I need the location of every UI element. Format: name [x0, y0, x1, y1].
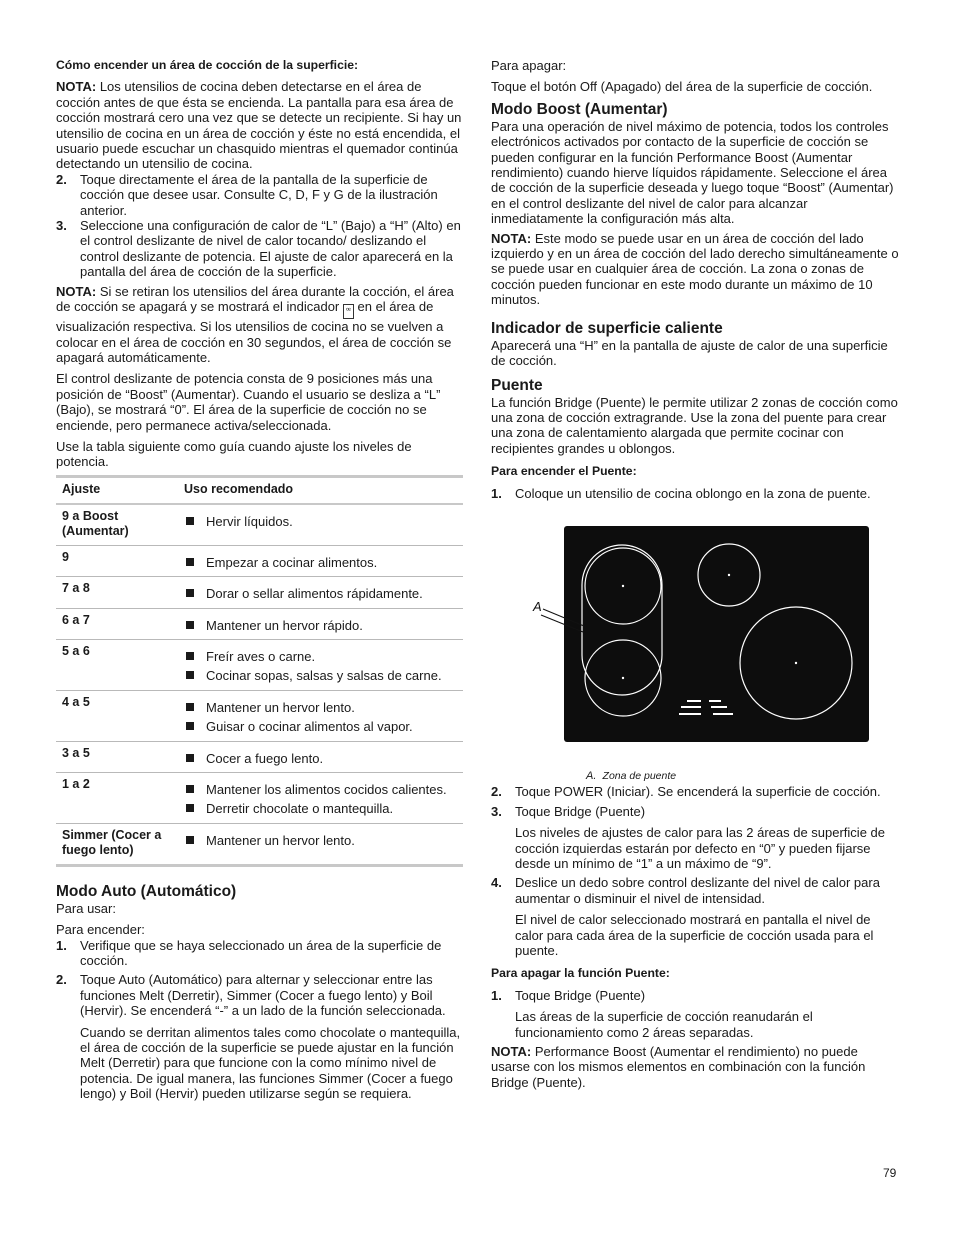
table-cell-uses: [178, 741, 463, 772]
list-item: 1. Toque Bridge (Puente) Las áreas de la superficie de cocción reanudarán el funcionamiento como 2 áreas separadas.: [491, 988, 899, 1040]
list-item: 2. Toque directamente el área de la pantalla de la superficie de cocción que desee usar. Consulte C, D, F y G de la ilustración anterior.: [56, 171, 438, 218]
heading-puente: Puente: [491, 376, 543, 394]
table-cell-uses: [178, 608, 463, 639]
heading-modo-boost: Modo Boost (Aumentar): [491, 100, 668, 118]
table-row: [56, 690, 463, 741]
table-row: [56, 608, 463, 639]
col-header-uso: Uso recomendado: [178, 476, 463, 504]
heat-settings-table: [56, 475, 463, 867]
steps-apagar-puente: [491, 988, 899, 1040]
table-row: [56, 741, 463, 772]
list-item: Guisar o cocinar alimentos al vapor.: [184, 719, 457, 734]
right-column: [491, 58, 899, 1090]
table-cell-uses: [178, 639, 463, 690]
table-row: [56, 823, 463, 865]
heading-hot-surface: Indicador de superficie caliente: [491, 319, 723, 337]
para-table-intro: Use la tabla siguiente como guía cuando ajuste los niveles de potencia.: [56, 438, 412, 470]
square-bullet-icon: [186, 652, 194, 660]
list-item: Mantener los alimentos cocidos calientes.: [184, 782, 457, 797]
step-detail: El nivel de calor seleccionado mostrará en pantalla el nivel de calor para cada área de la superficie de cocción usada para el puente.: [515, 912, 874, 958]
table-cell-setting: Simmer (Cocer a fuego lento): [56, 823, 178, 865]
steps-puente: [491, 784, 899, 958]
cooktop-illustration: [491, 525, 899, 761]
square-bullet-icon: [186, 589, 194, 597]
figure-caption: A. Zona de puente: [586, 769, 677, 782]
table-cell-uses: [178, 823, 463, 865]
list-item: 3. Toque Bridge (Puente) Los niveles de ajustes de calor para las 2 áreas de superficie de cocción izquierdas estarán por defecto en “0” y pueden fijarse desde un mínimo de “1” a un máximo de “9”.: [491, 804, 899, 872]
list-item: 1. Verifique que se haya seleccionado un área de la superficie de cocción.: [56, 937, 442, 969]
heading-encender-area: Cómo encender un área de cocción de la superficie:: [56, 58, 359, 72]
square-bullet-icon: [186, 558, 194, 566]
list-item: 3. Seleccione una configuración de calor de “L” (Bajo) a “H” (Alto) en el control deslizante de nivel de calor tocando/ deslizando el control deslizante de potencia. El ajuste de calor aparecerá en la pantalla del área de cocción de la superficie.: [56, 218, 461, 280]
list-item: Freír aves o carne.: [184, 649, 457, 664]
page-number: 79: [883, 1166, 897, 1180]
heading-modo-auto: Modo Auto (Automático): [56, 882, 237, 900]
table-header-row: [56, 476, 463, 504]
table-cell-setting: 6 a 7: [56, 608, 178, 639]
square-bullet-icon: [186, 621, 194, 629]
table-cell-setting: 7 a 8: [56, 577, 178, 608]
table-cell-setting: 4 a 5: [56, 690, 178, 741]
steps-auto: [56, 938, 463, 1102]
table-row: [56, 773, 463, 824]
table-cell-setting: 5 a 6: [56, 639, 178, 690]
table-cell-uses: [178, 773, 463, 824]
table-cell-uses: [178, 545, 463, 576]
steps-puente-1: [491, 486, 899, 501]
list-item: 1. Coloque un utensilio de cocina oblongo en la zona de puente.: [491, 485, 871, 501]
table-cell-setting: 1 a 2: [56, 773, 178, 824]
para-usar: Para usar:: [56, 900, 116, 916]
para-hot-surface: Aparecerá una “H” en la pantalla de ajuste de calor de una superficie de cocción.: [491, 337, 888, 369]
step-detail: Las áreas de la superficie de cocción reanudarán el funcionamiento como 2 áreas separadas.: [515, 1009, 813, 1040]
note-final: NOTA: Performance Boost (Aumentar el rendimiento) no puede usarse con los mismos elementos en combinación con la función Bridge (Puente).: [491, 1044, 866, 1090]
cooktop-diagram: [491, 525, 899, 761]
list-item: Mantener un hervor lento.: [184, 833, 457, 848]
table-cell-setting: 9 a Boost (Aumentar): [56, 504, 178, 546]
list-item: 2. Toque Auto (Automático) para alternar y seleccionar entre las funciones Melt (Derretir), Simmer (Cocer a fuego lento) y Boil (Hervir). Se encenderá “-” a un lado de la función seleccionada. Cuando se derritan alimentos tales como chocolate o mantequilla, el área de cocción de la superficie se puede ajustar en la función Melt (Derretir) para que funcione con la como mínimo nivel de potencia. De igual manera, las funciones Simmer (Cocer a fuego lengo) y Boil (Hervir) pueden utilizarse según se requiera.: [56, 972, 463, 1101]
para-boost: Para una operación de nivel máximo de potencia, todos los controles electrónicos activados por contacto de la superficie de cocción se pueden configurar en la función Performance Boost (Aumentar rendimiento) cuando hierve líquidos rápidamente. Seleccione el área de cocción de la superficie deseada y luego toque “Boost” (Aumentar) en el control deslizante del nivel de calor para alcanzar inmediatamente la configuración más alta.: [491, 118, 894, 227]
para-apagar-text: Toque el botón Off (Apagado) del área de la superficie de cocción.: [491, 79, 873, 95]
step-detail: Cuando se derritan alimentos tales como chocolate o mantequilla, el área de cocción de la superficie se puede ajustar en la función Melt (Derretir) para que funcione con la como mínimo nivel de potencia. De igual manera, las funciones Simmer (Cocer a fuego lengo) y Boil (Hervir) pueden utilizarse según se requiera.: [80, 1024, 461, 1102]
para-puente: La función Bridge (Puente) le permite utilizar 2 zonas de cocción como una zona de cocción extragrande. Use la zona del puente para crear una zona de calentamiento alargada que permite cocinar con recipientes grandes u oblongos.: [491, 394, 898, 456]
para-encender: Para encender:: [56, 922, 145, 938]
cooktop-glass: [564, 526, 869, 742]
para-apagar: Para apagar:: [491, 58, 567, 73]
table-row: [56, 545, 463, 576]
list-item: Mantener un hervor lento.: [184, 700, 457, 715]
square-bullet-icon: [186, 517, 194, 525]
list-item: Empezar a cocinar alimentos.: [184, 555, 457, 570]
heading-encender-puente: Para encender el Puente:: [491, 464, 637, 479]
left-column: [56, 58, 463, 1102]
step-detail: Los niveles de ajustes de calor para las 2 áreas de superficie de cocción izquierdas estarán por defecto en “0” y pueden fijarse desde un mínimo de “1” a un máximo de “9”.: [515, 825, 885, 871]
hot-indicator-icon: ꟹ: [343, 304, 354, 319]
note-detect-cookware: NOTA: Los utensilios de cocina deben detectarse en el área de cocción antes de que ésta se encienda. La pantalla para esa área de cocción mostrará cero una vez que se detecte un recipiente. Si hay un utensilio de cocina en un área de cocción y éste no está encendida, el usuario puede escuchar un chasquido mientras el quemador continúa detectando un utensilio de cocina.: [56, 79, 462, 172]
para-slider: El control deslizante de potencia consta de 9 posiciones más una posición de “Boost” (Aumentar). Cuando el usuario se desliza a “L” (Bajo), se mostrará “0”. El área de la superficie de cocción no se enciende, pero permanece activa/seleccionada.: [56, 371, 441, 433]
heading-apagar-puente: Para apagar la función Puente:: [491, 966, 670, 981]
square-bullet-icon: [186, 804, 194, 812]
list-item: 4. Deslice un dedo sobre control deslizante del nivel de calor para aumentar o disminuir el nivel de intensidad. El nivel de calor seleccionado mostrará en pantalla el nivel de calor para cada área de la superficie de cocción usada para el puente.: [491, 875, 899, 958]
table-row: [56, 504, 463, 546]
table-cell-setting: 9: [56, 545, 178, 576]
steps-encender: [56, 172, 463, 280]
table-cell-setting: 3 a 5: [56, 741, 178, 772]
list-item: Dorar o sellar alimentos rápidamente.: [184, 586, 457, 601]
figure-label-a: A: [533, 598, 542, 614]
table-row: [56, 577, 463, 608]
square-bullet-icon: [186, 703, 194, 711]
table-cell-uses: [178, 504, 463, 546]
list-item: Mantener un hervor rápido.: [184, 618, 457, 633]
col-header-ajuste: Ajuste: [56, 476, 178, 504]
list-item: Cocer a fuego lento.: [184, 751, 457, 766]
note-remove-cookware: NOTA: Si se retiran los utensilios del área durante la cocción, el área de cocción se apagará y se mostrará el indicador ꟹ en el área de visualización respectiva. Si los utensilios de cocina no se vuelven a colocar en el área de cocción en 30 segundos, el área de cocción se apagará automáticamente.: [56, 283, 454, 365]
square-bullet-icon: [186, 785, 194, 793]
square-bullet-icon: [186, 754, 194, 762]
table-cell-uses: [178, 690, 463, 741]
list-item: Hervir líquidos.: [184, 514, 457, 529]
square-bullet-icon: [186, 671, 194, 679]
square-bullet-icon: [186, 836, 194, 844]
list-item: Cocinar sopas, salsas y salsas de carne.: [184, 668, 457, 683]
table-cell-uses: [178, 577, 463, 608]
list-item: 2. Toque POWER (Iniciar). Se encenderá la superficie de cocción.: [491, 784, 881, 800]
table-row: [56, 639, 463, 690]
square-bullet-icon: [186, 722, 194, 730]
note-boost: NOTA: Este modo se puede usar en un área de cocción del lado izquierdo y en un área de cocción del lado derecho simultáneamente o se puede usar en cualquier área de cocción. La zona o zonas de cocción pueden funcionar en este modo durante un máximo de 10 minutos.: [491, 230, 899, 308]
list-item: Derretir chocolate o mantequilla.: [184, 801, 457, 816]
